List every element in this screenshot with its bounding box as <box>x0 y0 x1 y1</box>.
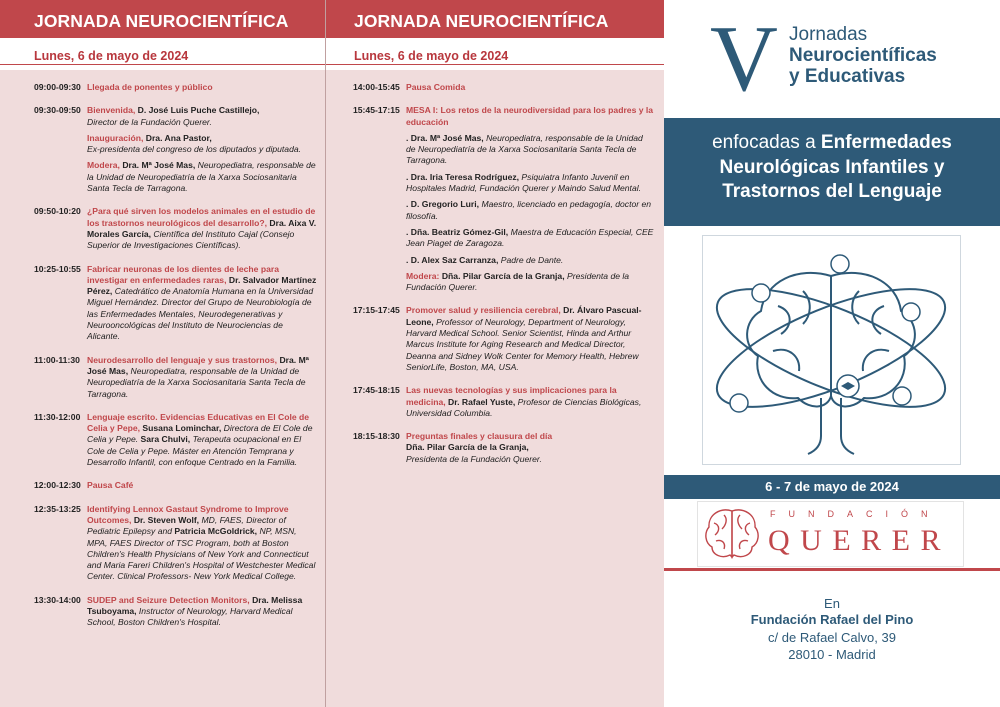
panelist-name: . Dra. Iria Teresa Rodríguez, <box>406 171 520 182</box>
entry-title: Fabricar neuronas de los dientes de leche para investigar en enfermedades raras, <box>87 263 279 285</box>
entry-speaker: Susana Lominchar, <box>142 423 222 434</box>
entry-desc: Ex-presidenta del congreso de los diputados y diputada. <box>87 144 302 155</box>
entry-speaker: Dr. Salvador Martínez Pérez, <box>87 274 317 297</box>
program-entry <box>34 595 317 629</box>
entry-desc: NP, MSN, MPA, FAES Director of TSC Program, both at Boston Children's Health Physicians of New York and Connecticut and Maria Fareri Children's Hospital of Westchester Medical Center. Clinical Professors- New York Medical College. <box>87 526 316 582</box>
program-entry <box>353 305 654 373</box>
entry-speaker: Dra. Aixa V. Morales García, <box>87 217 317 239</box>
cover-title-line1: Jornadas <box>789 24 868 45</box>
entry-title: Lenguaje escrito. Evidencias Educativas en El Cole de Celia y Pepe, <box>87 411 310 434</box>
cover-red-rule <box>664 568 1000 571</box>
entry-speaker: Sara Chulvi, <box>140 434 191 445</box>
program-entry <box>353 82 654 93</box>
entry-title: MESA I: Los retos de la neurodiversidad para los padres y la educación <box>406 105 654 127</box>
venue-city: 28010 - Madrid <box>788 647 876 662</box>
program-entry <box>353 105 654 293</box>
topic-line2: Neurológicas Infantiles y <box>719 157 945 178</box>
entry-label: Inauguración, <box>87 132 144 143</box>
program-entry <box>34 264 317 343</box>
entry-speaker: Dr. Álvaro Pascual- Leone, <box>406 305 642 327</box>
entry-title: Preguntas finales y clausura del día <box>406 431 553 442</box>
panelist-desc: Maestra de Educación Especial, CEE Jean Piaget de Zaragoza. <box>406 226 654 249</box>
program-entry <box>34 504 317 583</box>
moderator-desc: Presidenta de la Fundación Querer. <box>406 270 630 293</box>
entry-time: 11:30-12:00 <box>34 411 81 422</box>
entry-desc: Directora de El Cole de Celia y Pepe. <box>87 423 313 445</box>
entry-title: Identifying Lennox Gastaut Syndrome to Improve Outcomes, <box>87 503 289 525</box>
brain-illustration <box>702 235 961 465</box>
mid-header: JORNADA NEUROCIENTÍFICA <box>326 0 664 38</box>
entry-time: 17:45-18:15 <box>353 385 400 396</box>
entry-time: 09:00-09:30 <box>34 82 81 92</box>
entry-desc: Presidenta de la Fundación Querer. <box>406 453 542 464</box>
program-entry <box>353 431 654 465</box>
moderator-label: Modera: <box>406 270 440 281</box>
entry-speaker: Dña. Pilar García de la Granja, <box>406 442 529 453</box>
mid-date-band <box>326 38 664 70</box>
entry-time: 14:00-15:45 <box>353 82 400 92</box>
entry-time: 17:15-17:45 <box>353 305 400 316</box>
entry-speaker: Dra. Melissa Tsuboyama, <box>87 594 303 616</box>
entry-speaker: Dr. Steven Wolf, <box>133 514 200 525</box>
program-entry <box>34 412 317 468</box>
entry-time: 11:00-11:30 <box>34 354 80 365</box>
entry-desc: Director de la Fundación Querer. <box>87 116 212 127</box>
brain-logo-icon <box>702 505 762 563</box>
entry-title: Llegada de ponentes y público <box>87 82 213 92</box>
left-program <box>34 82 317 641</box>
topic-line3: Trastornos del Lenguaje <box>722 181 942 202</box>
cover-title-line3: y Educativas <box>789 66 906 87</box>
entry-desc: MD, FAES, Director of Pediatric Epilepsy and <box>87 514 286 537</box>
brain-icon <box>703 236 960 464</box>
entry-time: 12:00-12:30 <box>34 480 81 491</box>
moderator-name: Dña. Pilar García de la Granja, <box>441 270 565 281</box>
left-date: Lunes, 6 de mayo de 2024 <box>34 49 189 63</box>
topic-prefix: enfocadas a <box>712 132 816 153</box>
entry-title: Pausa Café <box>87 480 134 491</box>
mid-program <box>353 82 654 477</box>
entry-time: 12:35-13:25 <box>34 503 81 514</box>
logo-querer-text: QUERER <box>768 524 951 557</box>
entry-speaker: D. José Luis Puche Castillejo, <box>137 105 260 116</box>
panelist-desc: Psiquiatra Infanto Juvenil en Hospitales Madrid, Fundación Querer y Maindo Salud Mental. <box>406 171 642 194</box>
entry-desc: Professor of Neurology, Department of Neurology, Harvard Medical School. Senior Scientist, Hinda and Arthur Marcus Institute for Aging Research and Medical Director, Deanna and Sidney Wolk Center for Memory Health, Hebrew SeniorLife, Boston, MA, USA. <box>406 316 639 372</box>
fundacion-querer-logo <box>697 501 964 567</box>
venue-prefix: En <box>824 596 840 611</box>
panelist-desc: Padre de Dante. <box>500 254 564 265</box>
entry-title: Promover salud y resiliencia cerebral, <box>406 305 561 316</box>
panelist-name: . Dña. Beatriz Gómez-Gil, <box>406 226 509 237</box>
left-panel <box>0 0 325 707</box>
cover-title-line2: Neurocientíficas <box>789 45 937 66</box>
entry-desc: Profesor de Ciencias Biológicas, Universidad Columbia. <box>406 396 642 418</box>
entry-speaker: Dra. Mª José Mas, <box>87 354 309 376</box>
mid-date: Lunes, 6 de mayo de 2024 <box>354 49 509 63</box>
left-date-band <box>0 38 325 70</box>
entry-title: Neurodesarrollo del lenguaje y sus trastornos, <box>87 354 278 365</box>
panelist-desc: Neuropediatra, responsable de la Unidad de Neuropediatría de la Xarxa Sociosanitaria Santa Tecla de Tarragona. <box>406 132 643 166</box>
venue-name: Fundación Rafael del Pino <box>750 612 914 627</box>
entry-desc: Neuropediatra, responsable de la Unidad de Neuropediatría de la Xarxa Sociosanitaria Santa Tecla de Tarragona. <box>87 160 316 194</box>
entry-title: SUDEP and Seizure Detection Monitors, <box>87 594 250 605</box>
entry-time: 09:30-09:50 <box>34 105 81 116</box>
panelist-name: . Dra. Mª José Mas, <box>406 132 484 143</box>
event-dates: 6 - 7 de mayo de 2024 <box>664 475 1000 499</box>
entry-label: Bienvenida, <box>87 105 136 116</box>
left-date-divider <box>0 64 325 65</box>
mid-date-divider <box>326 64 664 65</box>
entry-speaker: Patricia McGoldrick, <box>174 526 258 537</box>
left-header: JORNADA NEUROCIENTÍFICA <box>0 0 325 38</box>
entry-desc: Científica del Instituto Cajal (Consejo Superior de Investigaciones Científicas). <box>87 228 295 251</box>
venue-street: c/ de Rafael Calvo, 39 <box>768 630 896 645</box>
entry-speaker: Dra. Ana Pastor, <box>145 132 212 143</box>
entry-label: Modera, <box>87 160 120 171</box>
logo-fundacion-text: FUNDACIÓN <box>770 509 941 519</box>
entry-desc: Instructor of Neurology, Harvard Medical School, Boston Children's Hospital. <box>87 605 293 628</box>
panelist-name: . D. Alex Saz Carranza, <box>406 254 499 265</box>
panelist-name: . D. Gregorio Luri, <box>406 199 480 210</box>
entry-title: Pausa Comida <box>406 82 466 92</box>
entry-speaker: Dr. Rafael Yuste, <box>448 396 516 407</box>
entry-desc: Catedrático de Anatomía Humana en la Universidad Miguel Hernández. Director del Grupo de Neurobiología de las Enfermedades Mentales, Neurodegenerativas y Neurooncológicas del Instituto de Neurociencias de Alicante. <box>87 286 314 342</box>
roman-numeral: V <box>710 7 778 111</box>
entry-time: 15:45-17:15 <box>353 105 400 116</box>
topic-band <box>664 118 1000 226</box>
topic-bold: Enfermedades <box>820 132 952 153</box>
entry-desc: Terapeuta ocupacional en El Cole de Celia y Pepe. Máster en Atención Temprana y Desarrollo Infantil, con enfoque Centrado en la Familia. <box>87 434 302 468</box>
program-entry <box>34 480 317 491</box>
entry-speaker: Dra. Mª José Mas, <box>122 160 196 171</box>
program-entry <box>34 206 317 251</box>
program-entry <box>34 355 317 400</box>
panelist-desc: Maestro, licenciado en pedagogía, doctor en filosofía. <box>406 199 652 221</box>
entry-title: ¿Para qué sirven los modelos animales en el estudio de los trastornos neurológicos del desarrollo?, <box>87 206 316 228</box>
entry-time: 10:25-10:55 <box>34 263 81 274</box>
entry-title: Las nuevas tecnologías y sus implicaciones para la medicina, <box>406 385 617 407</box>
entry-time: 09:50-10:20 <box>34 206 81 217</box>
entry-time: 13:30-14:00 <box>34 594 81 605</box>
program-entry <box>34 105 317 194</box>
program-entry <box>353 385 654 419</box>
program-entry <box>34 82 317 93</box>
middle-panel <box>326 0 664 707</box>
entry-desc: Neuropediatra, responsable de la Unidad de Neuropediatría de la Xarxa Sociosanitaria Santa Tecla de Tarragona. <box>87 365 306 399</box>
entry-time: 18:15-18:30 <box>353 431 400 442</box>
